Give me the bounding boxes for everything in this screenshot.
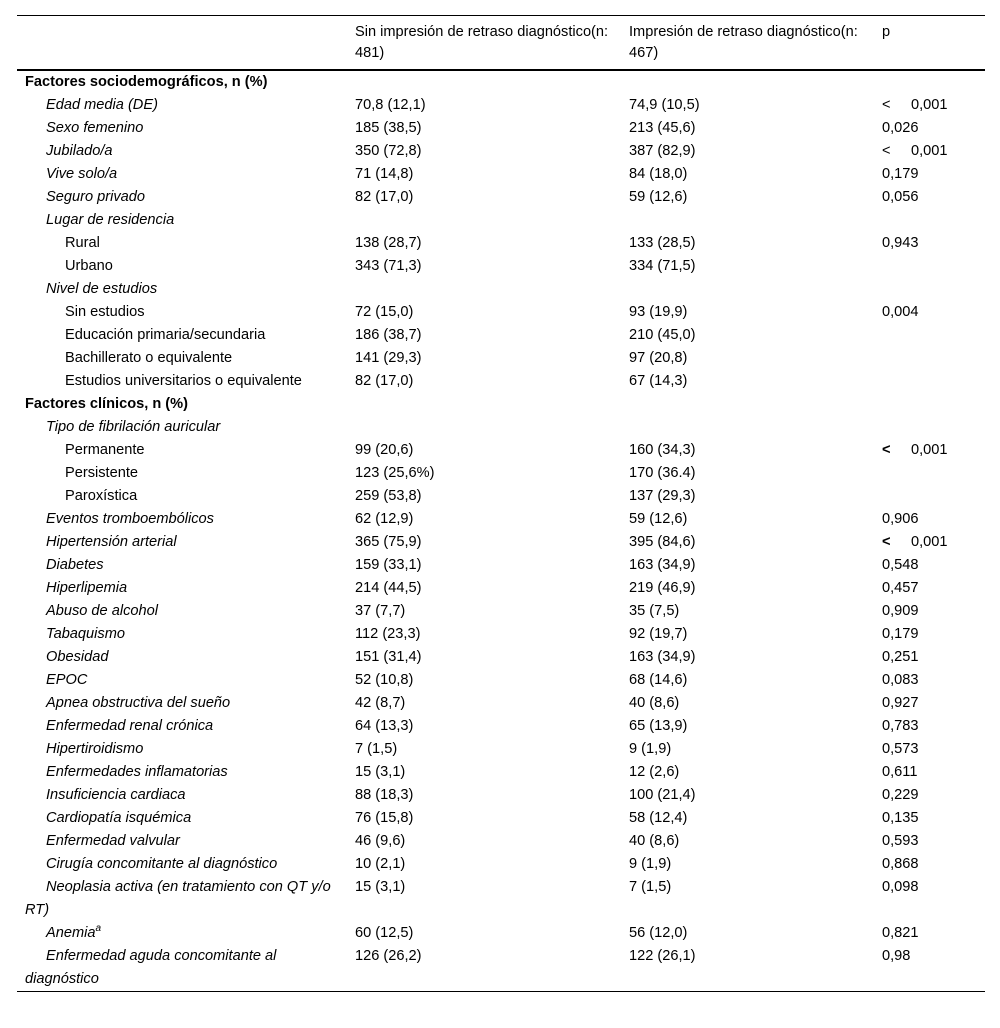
row-label: Enfermedad valvular (46, 833, 180, 849)
cell-group1: 7 (1,5) (355, 741, 398, 757)
table-header (17, 16, 985, 71)
cell-group2: 97 (20,8) (629, 350, 688, 366)
cell-group1: 15 (3,1) (355, 764, 406, 780)
table-row (17, 761, 985, 784)
table-row (17, 945, 985, 992)
section-title: Factores clínicos, n (%) (25, 396, 189, 412)
table-row (17, 738, 985, 761)
row-label: Obesidad (46, 649, 109, 665)
less-than: < (882, 442, 891, 458)
table-row (17, 485, 985, 508)
table-row (17, 692, 985, 715)
cell-group2: 163 (34,9) (629, 649, 696, 665)
table-row (17, 209, 985, 232)
cell-group2: 58 (12,4) (629, 810, 688, 826)
cell-group2: 219 (46,9) (629, 580, 696, 596)
cell-group1: 343 (71,3) (355, 258, 422, 274)
cell-group2: 92 (19,7) (629, 626, 688, 642)
section-row (17, 70, 985, 94)
table-row (17, 462, 985, 485)
row-label (17, 922, 347, 945)
cell-p (874, 347, 985, 370)
cell-group2: 133 (28,5) (629, 235, 696, 251)
cell-group2: 59 (12,6) (629, 511, 688, 527)
table-row (17, 140, 985, 163)
cell-p (874, 140, 985, 163)
table-row (17, 876, 985, 922)
table-row (17, 117, 985, 140)
table-row (17, 324, 985, 347)
cell-group2: 68 (14,6) (629, 672, 688, 688)
cell-group1: 71 (14,8) (355, 166, 414, 182)
cell-p (874, 94, 985, 117)
table-row (17, 853, 985, 876)
cell-group1: 186 (38,7) (355, 327, 422, 343)
row-label: Neoplasia activa (en tratamiento con QT y/o RT) (25, 879, 331, 918)
row-label: Urbano (65, 258, 113, 274)
cell-group1: 138 (28,7) (355, 235, 422, 251)
row-label: Enfermedad renal crónica (46, 718, 214, 734)
cell-group2: 59 (12,6) (629, 189, 688, 205)
cell-group2: 93 (19,9) (629, 304, 688, 320)
cell-p: 0,098 (882, 879, 919, 895)
cell-group1: 365 (75,9) (355, 534, 422, 550)
row-label: Rural (65, 235, 100, 251)
p-value: 0,001 (911, 534, 948, 550)
cell-group1: 37 (7,7) (355, 603, 406, 619)
row-label: Educación primaria/secundaria (65, 327, 266, 343)
cell-p: 0,056 (882, 189, 919, 205)
cell-p (874, 485, 985, 508)
table-row (17, 255, 985, 278)
table-container (17, 0, 1000, 992)
cell-group2: 160 (34,3) (629, 442, 696, 458)
cell-p (874, 531, 985, 554)
cell-p: 0,927 (882, 695, 919, 711)
table-row (17, 232, 985, 255)
row-label: Jubilado/a (46, 143, 113, 159)
less-than: < (882, 143, 891, 159)
cell-group2: 213 (45,6) (629, 120, 696, 136)
table-row (17, 784, 985, 807)
table-row (17, 301, 985, 324)
cell-group2: 137 (29,3) (629, 488, 696, 504)
cell-group1: 42 (8,7) (355, 695, 406, 711)
cell-group1: 10 (2,1) (355, 856, 406, 872)
row-label: Apnea obstructiva del sueño (46, 695, 231, 711)
cell-group1: 46 (9,6) (355, 833, 406, 849)
row-label: Nivel de estudios (46, 281, 158, 297)
row-label: Sexo femenino (46, 120, 144, 136)
cell-group1: 60 (12,5) (355, 925, 414, 941)
footnote-marker: a (95, 923, 102, 935)
cell-group1: 64 (13,3) (355, 718, 414, 734)
row-label: Seguro privado (46, 189, 145, 205)
cell-group2: 84 (18,0) (629, 166, 688, 182)
row-label: Sin estudios (65, 304, 145, 320)
cell-group1: 72 (15,0) (355, 304, 414, 320)
table-body (17, 70, 985, 992)
row-label: Persistente (65, 465, 139, 481)
cell-group2: 40 (8,6) (629, 695, 680, 711)
row-label: Hipertensión arterial (46, 534, 177, 550)
cell-p: 0,229 (882, 787, 919, 803)
cell-group1: 88 (18,3) (355, 787, 414, 803)
cell-p (874, 439, 985, 462)
table-row (17, 646, 985, 669)
cell-group1: 76 (15,8) (355, 810, 414, 826)
cell-group2: 163 (34,9) (629, 557, 696, 573)
row-label: Vive solo/a (46, 166, 118, 182)
cell-group1: 82 (17,0) (355, 373, 414, 389)
table-row (17, 807, 985, 830)
table-row (17, 554, 985, 577)
cell-group2: 122 (26,1) (629, 948, 696, 964)
cell-p: 0,909 (882, 603, 919, 619)
cell-group1: 82 (17,0) (355, 189, 414, 205)
row-label: Bachillerato o equivalente (65, 350, 233, 366)
row-label: Cirugía concomitante al diagnóstico (46, 856, 278, 872)
cell-p: 0,135 (882, 810, 919, 826)
row-label: Enfermedades inflamatorias (46, 764, 228, 780)
cell-group1: 99 (20,6) (355, 442, 414, 458)
less-than: < (882, 534, 891, 550)
cell-group1: 52 (10,8) (355, 672, 414, 688)
header-col4: p (882, 24, 891, 40)
cell-group2: 74,9 (10,5) (629, 97, 700, 113)
section-title: Factores sociodemográficos, n (%) (25, 74, 268, 90)
table-row (17, 94, 985, 117)
cell-p (874, 462, 985, 485)
cell-p (874, 324, 985, 347)
cell-p: 0,083 (882, 672, 919, 688)
cell-group2: 334 (71,5) (629, 258, 696, 274)
cell-group1: 70,8 (12,1) (355, 97, 426, 113)
cell-group2: 56 (12,0) (629, 925, 688, 941)
table-row (17, 370, 985, 393)
cell-group2: 210 (45,0) (629, 327, 696, 343)
p-value: 0,001 (911, 143, 948, 159)
cell-group1: 259 (53,8) (355, 488, 422, 504)
cell-group2: 40 (8,6) (629, 833, 680, 849)
row-label: Paroxística (65, 488, 138, 504)
cell-group1: 185 (38,5) (355, 120, 422, 136)
section-row (17, 393, 985, 416)
cell-p: 0,906 (882, 511, 919, 527)
cell-group2: 65 (13,9) (629, 718, 688, 734)
cell-group1: 141 (29,3) (355, 350, 422, 366)
cell-group2: 12 (2,6) (629, 764, 680, 780)
data-table (17, 15, 985, 992)
table-row (17, 669, 985, 692)
cell-p (874, 370, 985, 393)
cell-group1: 214 (44,5) (355, 580, 422, 596)
row-label: Diabetes (46, 557, 104, 573)
cell-group2: 170 (36.4) (629, 465, 696, 481)
table-row (17, 830, 985, 853)
table-row (17, 508, 985, 531)
cell-group1: 112 (23,3) (355, 626, 421, 642)
cell-p: 0,783 (882, 718, 919, 734)
cell-group1: 62 (12,9) (355, 511, 414, 527)
table-row (17, 577, 985, 600)
cell-p: 0,179 (882, 626, 919, 642)
cell-p: 0,026 (882, 120, 919, 136)
row-label: EPOC (46, 672, 88, 688)
cell-p (874, 255, 985, 278)
cell-group1: 350 (72,8) (355, 143, 422, 159)
cell-group1: 159 (33,1) (355, 557, 422, 573)
row-label: Hiperlipemia (46, 580, 128, 596)
cell-group2: 9 (1,9) (629, 856, 672, 872)
row-label: Hipertiroidismo (46, 741, 144, 757)
cell-group1: 151 (31,4) (355, 649, 422, 665)
table-row (17, 278, 985, 301)
row-label: Estudios universitarios o equivalente (65, 373, 302, 389)
p-value: 0,001 (911, 97, 948, 113)
table-row (17, 163, 985, 186)
less-than: < (882, 97, 891, 113)
header-col1 (17, 16, 347, 71)
cell-group1: 126 (26,2) (355, 948, 422, 964)
cell-group1: 123 (25,6%) (355, 465, 435, 481)
cell-p: 0,868 (882, 856, 919, 872)
cell-p: 0,004 (882, 304, 919, 320)
row-label: Eventos tromboembólicos (46, 511, 214, 527)
cell-group2: 67 (14,3) (629, 373, 688, 389)
cell-group2: 35 (7,5) (629, 603, 680, 619)
row-label: Enfermedad aguda concomitante al diagnóstico (25, 948, 277, 987)
table-row (17, 623, 985, 646)
table-row (17, 439, 985, 462)
cell-group2: 100 (21,4) (629, 787, 696, 803)
cell-p: 0,548 (882, 557, 919, 573)
anemia-label: Anemia (46, 925, 96, 941)
row-label: Tipo de fibrilación auricular (46, 419, 221, 435)
cell-p: 0,593 (882, 833, 919, 849)
header-col3: Impresión de retraso diagnóstico(n: 467) (629, 24, 858, 61)
row-label: Abuso de alcohol (46, 603, 158, 619)
cell-group2: 387 (82,9) (629, 143, 696, 159)
cell-p: 0,611 (882, 764, 918, 780)
cell-p: 0,821 (882, 925, 919, 941)
header-col2: Sin impresión de retraso diagnóstico(n: 481) (355, 24, 609, 61)
cell-p: 0,943 (882, 235, 919, 251)
cell-group2: 7 (1,5) (629, 879, 672, 895)
cell-p: 0,457 (882, 580, 919, 596)
cell-group2: 395 (84,6) (629, 534, 696, 550)
table-row (17, 347, 985, 370)
row-label: Insuficiencia cardiaca (46, 787, 186, 803)
row-label: Tabaquismo (46, 626, 125, 642)
row-label: Edad media (DE) (46, 97, 158, 113)
table-row (17, 416, 985, 439)
cell-group1: 15 (3,1) (355, 879, 406, 895)
cell-p: 0,251 (882, 649, 919, 665)
cell-p: 0,179 (882, 166, 919, 182)
row-label: Lugar de residencia (46, 212, 175, 228)
table-row (17, 922, 985, 945)
row-label: Cardiopatía isquémica (46, 810, 192, 826)
table-row (17, 715, 985, 738)
cell-p: 0,98 (882, 948, 911, 964)
cell-p: 0,573 (882, 741, 919, 757)
cell-group2: 9 (1,9) (629, 741, 672, 757)
row-label: Permanente (65, 442, 145, 458)
table-row (17, 600, 985, 623)
table-row (17, 531, 985, 554)
table-row (17, 186, 985, 209)
p-value: 0,001 (911, 442, 948, 458)
